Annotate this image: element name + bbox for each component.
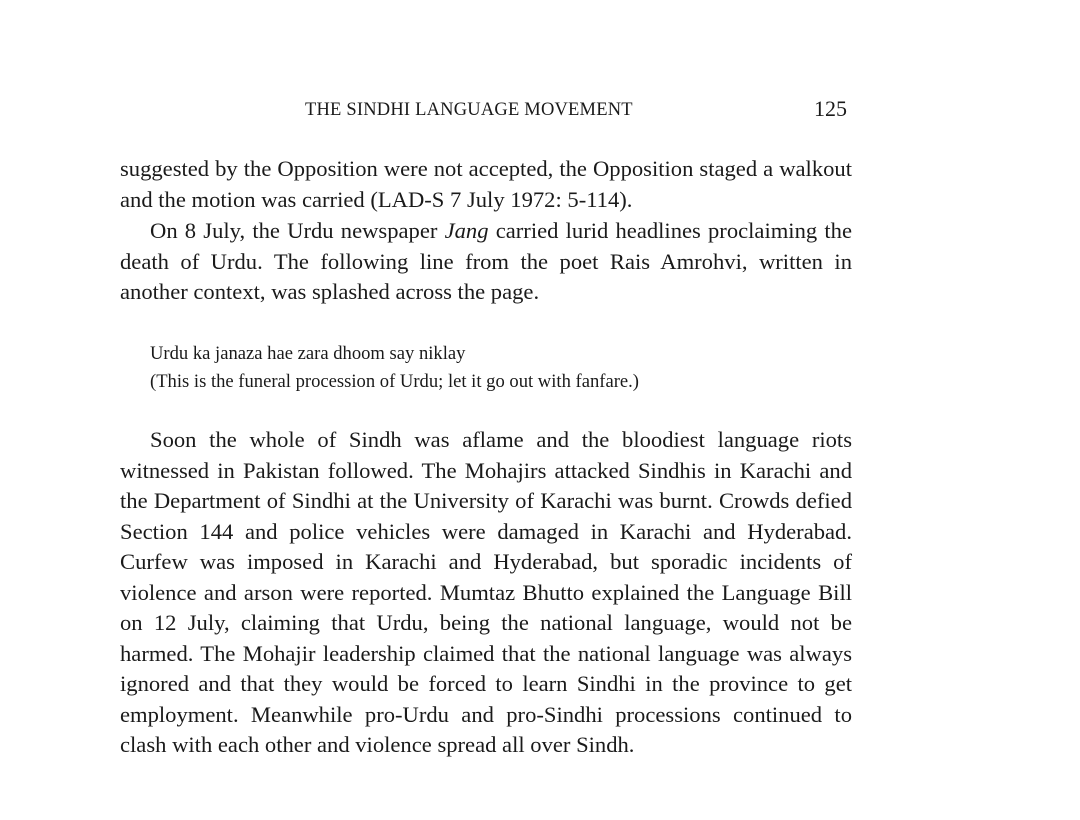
running-title: THE SINDHI LANGUAGE MOVEMENT bbox=[305, 100, 633, 120]
paragraph-2-rest: carried lurid headlines proclaiming the death of Urdu. The following line from the poet Rais Amrohvi, written in another context, was splashed across the page. bbox=[120, 218, 852, 304]
paragraph-2 bbox=[120, 216, 852, 308]
newspaper-name: Jang bbox=[444, 218, 489, 243]
page-number: 125 bbox=[814, 96, 847, 121]
paragraph-1 bbox=[120, 154, 852, 215]
paragraph-2-text bbox=[120, 216, 852, 308]
paragraph-3 bbox=[120, 425, 852, 761]
paragraph-2-lead: On 8 July, the Urdu newspaper bbox=[150, 218, 445, 243]
paragraph-1-text: suggested by the Opposition were not accepted, the Opposition staged a walkout and the motion was carried (LAD-S 7 July 1972: 5-114). bbox=[120, 156, 852, 212]
quote-original: Urdu ka janaza hae zara dhoom say niklay bbox=[150, 343, 466, 364]
quote-translation: (This is the funeral procession of Urdu; let it go out with fanfare.) bbox=[150, 371, 639, 392]
block-quote bbox=[150, 340, 850, 396]
running-head bbox=[0, 98, 1080, 124]
paragraph-3-text: Soon the whole of Sindh was aflame and the bloodiest language riots witnessed in Pakistan followed. The Mohajirs attacked Sindhis in Karachi and the Department of Sindhi at the University of Karachi was burnt. Crowds defied Section 144 and police vehicles were damaged in Karachi and Hyderabad. Curfew was imposed in Karachi and Hyderabad, but sporadic incidents of violence and arson were reported. Mumtaz Bhutto explained the Language Bill on 12 July, claiming that Urdu, being the national language, would not be harmed. The Mohajir leadership claimed that the national language was always ignored and that they would be forced to learn Sindhi in the province to get employment. Meanwhile pro-Urdu and pro-Sindhi processions continued to clash with each other and violence spread all over Sindh. bbox=[120, 427, 852, 757]
